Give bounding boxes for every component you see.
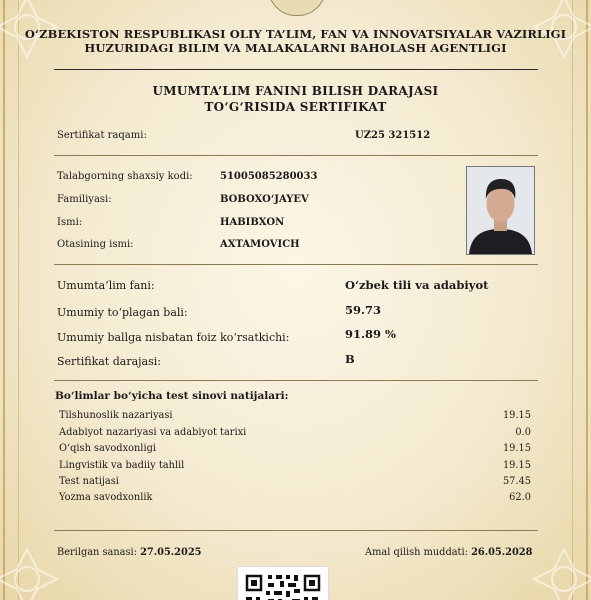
total-score-value: 59.73: [345, 303, 382, 317]
result-row-label: Yozma savodxonlik: [59, 492, 153, 503]
result-row-label: O‘qish savodxonligi: [59, 443, 156, 454]
header-divider: [54, 69, 538, 70]
subject-label: Umumta’lim fani:: [57, 279, 155, 292]
result-row-value: 19.15: [502, 410, 531, 421]
validity-date: [365, 547, 532, 558]
level-label: Sertifikat darajasi:: [57, 355, 161, 368]
person-portrait-icon: [467, 167, 534, 254]
issue-date-label: Berilgan sanasi:: [57, 547, 137, 558]
title-line-1: UMUMTA’LIM FANINI BILISH DARAJASI: [152, 84, 439, 98]
result-row-label: Test natijasi: [59, 476, 119, 487]
result-row-value: 19.15: [502, 460, 531, 471]
result-row-label: Tilshunoslik nazariyasi: [59, 410, 173, 421]
total-score-label: Umumiy to‘plagan bali:: [57, 306, 188, 319]
applicant-photo: [466, 166, 535, 255]
section-divider: [54, 155, 538, 156]
patronymic-label: Otasining ismi:: [57, 239, 134, 250]
surname-value: BOBOXO‘JAYEV: [220, 194, 309, 205]
corner-ornament-icon: [0, 544, 62, 600]
validity-label: Amal qilish muddati:: [365, 547, 468, 558]
result-row-label: Adabiyot nazariyasi va adabiyot tarixi: [59, 427, 247, 438]
result-row-value: 19.15: [502, 443, 531, 454]
qr-code-icon: [238, 567, 328, 600]
agency-line-1: O‘ZBEKISTON RESPUBLIKASI OLIY TA’LIM, FAN VA INNOVATSIYALAR VAZIRLIGI: [24, 27, 567, 41]
result-row-value: 0.0: [515, 427, 531, 438]
agency-line-2: HUZURIDAGI BILIM VA MALAKALARNI BAHOLASH AGENTLIGI: [84, 41, 507, 55]
section-divider: [54, 264, 538, 265]
patronymic-value: AXTAMOVICH: [220, 239, 300, 250]
percent-label: Umumiy ballga nisbatan foiz ko‘rsatkichi:: [57, 331, 290, 344]
certificate-number-label: Sertifikat raqami:: [57, 130, 147, 141]
name-label: Ismi:: [57, 217, 83, 228]
result-row-value: 62.0: [509, 492, 531, 503]
corner-ornament-icon: [529, 544, 591, 600]
title-line-2: TO‘G‘RISIDA SERTIFIKAT: [204, 100, 387, 114]
personal-code-value: 51005085280033: [220, 171, 318, 182]
result-row-label: Lingvistik va badiiy tahlil: [59, 460, 185, 471]
results-title: Bo‘limlar bo‘yicha test sinovi natijalari:: [55, 390, 289, 402]
certificate-number-value: UZ25 321512: [355, 130, 431, 141]
footer-divider: [54, 530, 538, 531]
surname-label: Familiyasi:: [57, 194, 112, 205]
issue-date-value: 27.05.2025: [140, 547, 202, 558]
level-value: B: [345, 352, 355, 366]
issue-date: [57, 547, 201, 558]
percent-value: 91.89 %: [345, 327, 396, 341]
result-row-value: 57.45: [502, 476, 531, 487]
section-divider: [54, 380, 538, 381]
personal-code-label: Talabgorning shaxsiy kodi:: [57, 171, 193, 182]
qr-code: [237, 566, 329, 600]
name-value: HABIBXON: [220, 217, 285, 228]
validity-value: 26.05.2028: [471, 547, 533, 558]
subject-value: O‘zbek tili va adabiyot: [345, 278, 489, 292]
